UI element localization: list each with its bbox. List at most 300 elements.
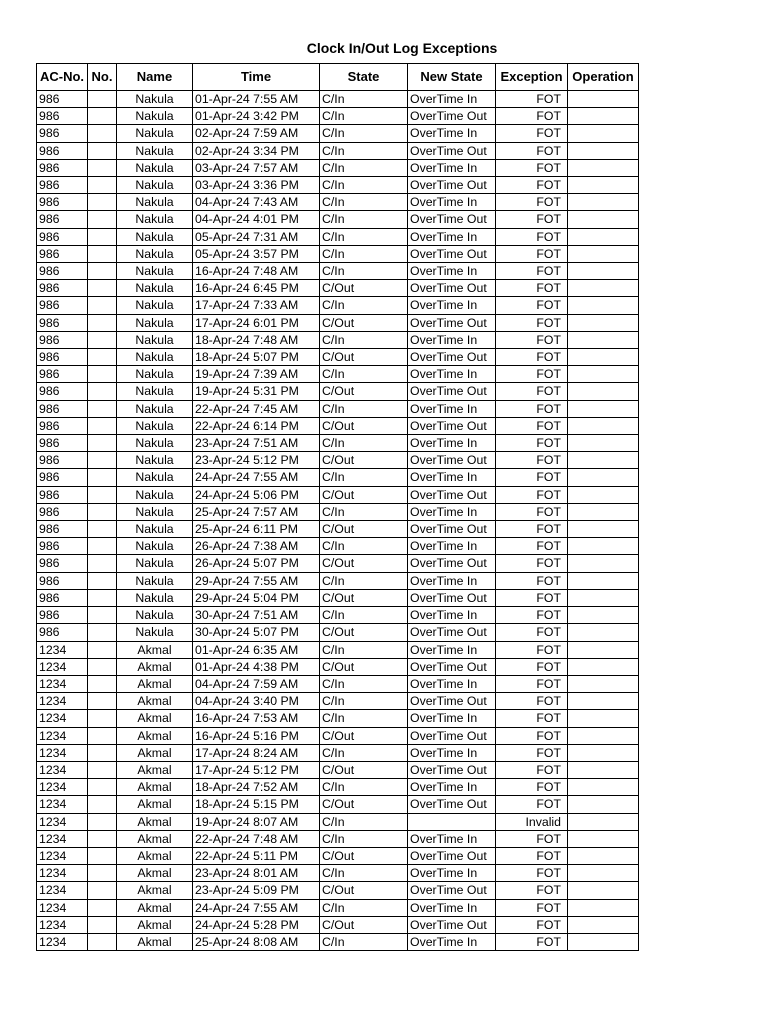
cell-new-state: OverTime In (408, 194, 496, 211)
cell-name: Nakula (117, 125, 193, 142)
cell-ac-no: 986 (37, 607, 88, 624)
cell-operation (568, 555, 639, 572)
cell-ac-no: 1234 (37, 675, 88, 692)
table-row (37, 108, 639, 125)
cell-operation (568, 796, 639, 813)
cell-time: 18-Apr-24 5:15 PM (193, 796, 320, 813)
table-row (37, 641, 639, 658)
cell-state: C/In (320, 435, 408, 452)
cell-state: C/In (320, 641, 408, 658)
cell-no (88, 796, 117, 813)
cell-new-state: OverTime Out (408, 452, 496, 469)
cell-no (88, 211, 117, 228)
table-row (37, 383, 639, 400)
cell-new-state: OverTime Out (408, 108, 496, 125)
log-table (36, 63, 639, 951)
cell-exception: FOT (496, 847, 568, 864)
cell-name: Akmal (117, 882, 193, 899)
cell-name: Akmal (117, 865, 193, 882)
cell-no (88, 349, 117, 366)
cell-name: Nakula (117, 297, 193, 314)
cell-new-state: OverTime In (408, 297, 496, 314)
cell-ac-no: 986 (37, 521, 88, 538)
cell-name: Nakula (117, 280, 193, 297)
cell-state: C/Out (320, 916, 408, 933)
cell-state: C/In (320, 108, 408, 125)
cell-exception: FOT (496, 555, 568, 572)
cell-time: 04-Apr-24 7:59 AM (193, 675, 320, 692)
cell-state: C/Out (320, 589, 408, 606)
cell-exception: FOT (496, 710, 568, 727)
cell-state: C/In (320, 830, 408, 847)
table-row (37, 830, 639, 847)
cell-exception: FOT (496, 366, 568, 383)
log-table-body (37, 91, 639, 951)
cell-no (88, 435, 117, 452)
cell-state: C/In (320, 331, 408, 348)
cell-operation (568, 744, 639, 761)
cell-no (88, 658, 117, 675)
cell-ac-no: 986 (37, 125, 88, 142)
cell-no (88, 245, 117, 262)
cell-name: Nakula (117, 91, 193, 108)
cell-name: Akmal (117, 899, 193, 916)
table-row (37, 142, 639, 159)
cell-ac-no: 986 (37, 245, 88, 262)
cell-no (88, 693, 117, 710)
cell-time: 29-Apr-24 5:04 PM (193, 589, 320, 606)
cell-operation (568, 263, 639, 280)
table-row (37, 417, 639, 434)
cell-new-state: OverTime In (408, 228, 496, 245)
cell-name: Akmal (117, 761, 193, 778)
cell-ac-no: 1234 (37, 693, 88, 710)
cell-state: C/In (320, 245, 408, 262)
cell-ac-no: 986 (37, 383, 88, 400)
header-state: State (320, 64, 408, 91)
cell-time: 25-Apr-24 7:57 AM (193, 503, 320, 520)
cell-ac-no: 986 (37, 314, 88, 331)
cell-time: 18-Apr-24 7:48 AM (193, 331, 320, 348)
cell-ac-no: 986 (37, 211, 88, 228)
cell-operation (568, 297, 639, 314)
cell-name: Nakula (117, 538, 193, 555)
cell-state: C/In (320, 142, 408, 159)
cell-no (88, 761, 117, 778)
cell-time: 16-Apr-24 5:16 PM (193, 727, 320, 744)
cell-name: Akmal (117, 658, 193, 675)
cell-time: 22-Apr-24 7:48 AM (193, 830, 320, 847)
cell-new-state: OverTime Out (408, 624, 496, 641)
cell-operation (568, 280, 639, 297)
cell-exception: FOT (496, 331, 568, 348)
cell-operation (568, 400, 639, 417)
cell-new-state: OverTime In (408, 744, 496, 761)
cell-no (88, 916, 117, 933)
cell-exception: FOT (496, 263, 568, 280)
cell-ac-no: 1234 (37, 830, 88, 847)
cell-state: C/In (320, 933, 408, 950)
cell-ac-no: 1234 (37, 727, 88, 744)
cell-new-state: OverTime Out (408, 727, 496, 744)
table-row (37, 297, 639, 314)
cell-new-state: OverTime In (408, 675, 496, 692)
table-row (37, 693, 639, 710)
cell-time: 26-Apr-24 7:38 AM (193, 538, 320, 555)
cell-name: Nakula (117, 521, 193, 538)
cell-operation (568, 899, 639, 916)
table-row (37, 675, 639, 692)
table-row (37, 865, 639, 882)
cell-ac-no: 986 (37, 91, 88, 108)
cell-new-state: OverTime In (408, 435, 496, 452)
cell-no (88, 263, 117, 280)
cell-name: Nakula (117, 400, 193, 417)
table-row (37, 847, 639, 864)
cell-state: C/In (320, 538, 408, 555)
cell-operation (568, 521, 639, 538)
cell-time: 03-Apr-24 7:57 AM (193, 159, 320, 176)
cell-state: C/Out (320, 314, 408, 331)
cell-no (88, 383, 117, 400)
cell-operation (568, 589, 639, 606)
cell-name: Akmal (117, 693, 193, 710)
cell-exception: FOT (496, 245, 568, 262)
cell-name: Nakula (117, 555, 193, 572)
header-operation: Operation (568, 64, 639, 91)
cell-state: C/Out (320, 383, 408, 400)
table-row (37, 933, 639, 950)
cell-new-state: OverTime In (408, 263, 496, 280)
cell-time: 23-Apr-24 5:09 PM (193, 882, 320, 899)
cell-new-state: OverTime Out (408, 658, 496, 675)
cell-time: 17-Apr-24 5:12 PM (193, 761, 320, 778)
cell-name: Akmal (117, 710, 193, 727)
cell-no (88, 125, 117, 142)
cell-operation (568, 125, 639, 142)
cell-new-state: OverTime Out (408, 417, 496, 434)
cell-exception: FOT (496, 400, 568, 417)
cell-operation (568, 607, 639, 624)
cell-no (88, 366, 117, 383)
cell-exception: FOT (496, 177, 568, 194)
cell-time: 17-Apr-24 7:33 AM (193, 297, 320, 314)
table-row (37, 607, 639, 624)
cell-new-state: OverTime In (408, 366, 496, 383)
cell-exception: FOT (496, 314, 568, 331)
cell-state: C/In (320, 366, 408, 383)
cell-state: C/Out (320, 727, 408, 744)
cell-name: Akmal (117, 796, 193, 813)
cell-operation (568, 435, 639, 452)
cell-operation (568, 813, 639, 830)
cell-name: Akmal (117, 727, 193, 744)
cell-time: 05-Apr-24 3:57 PM (193, 245, 320, 262)
table-row (37, 469, 639, 486)
header-time: Time (193, 64, 320, 91)
cell-ac-no: 1234 (37, 761, 88, 778)
cell-ac-no: 986 (37, 589, 88, 606)
cell-new-state: OverTime In (408, 933, 496, 950)
cell-state: C/Out (320, 761, 408, 778)
cell-no (88, 899, 117, 916)
cell-operation (568, 847, 639, 864)
cell-state: C/In (320, 177, 408, 194)
cell-exception: FOT (496, 796, 568, 813)
cell-ac-no: 986 (37, 228, 88, 245)
cell-name: Nakula (117, 486, 193, 503)
cell-operation (568, 469, 639, 486)
cell-state: C/In (320, 865, 408, 882)
cell-ac-no: 1234 (37, 899, 88, 916)
cell-no (88, 813, 117, 830)
cell-new-state: OverTime In (408, 641, 496, 658)
table-row (37, 521, 639, 538)
cell-no (88, 142, 117, 159)
cell-operation (568, 727, 639, 744)
cell-ac-no: 1234 (37, 779, 88, 796)
cell-operation (568, 349, 639, 366)
cell-operation (568, 675, 639, 692)
cell-ac-no: 1234 (37, 933, 88, 950)
table-row (37, 486, 639, 503)
cell-new-state: OverTime Out (408, 847, 496, 864)
cell-ac-no: 986 (37, 503, 88, 520)
cell-state: C/In (320, 297, 408, 314)
cell-time: 24-Apr-24 7:55 AM (193, 469, 320, 486)
cell-operation (568, 865, 639, 882)
cell-name: Akmal (117, 830, 193, 847)
cell-name: Akmal (117, 933, 193, 950)
cell-name: Nakula (117, 349, 193, 366)
table-row (37, 177, 639, 194)
cell-ac-no: 986 (37, 331, 88, 348)
cell-new-state: OverTime Out (408, 280, 496, 297)
table-row (37, 263, 639, 280)
header-row (37, 64, 639, 91)
cell-no (88, 91, 117, 108)
cell-ac-no: 986 (37, 400, 88, 417)
cell-ac-no: 986 (37, 108, 88, 125)
cell-new-state: OverTime In (408, 899, 496, 916)
cell-state: C/Out (320, 349, 408, 366)
table-row (37, 572, 639, 589)
cell-operation (568, 779, 639, 796)
cell-no (88, 228, 117, 245)
cell-operation (568, 830, 639, 847)
cell-operation (568, 383, 639, 400)
cell-new-state: OverTime Out (408, 177, 496, 194)
cell-exception: FOT (496, 865, 568, 882)
cell-new-state: OverTime Out (408, 486, 496, 503)
cell-new-state: OverTime In (408, 400, 496, 417)
cell-exception: FOT (496, 641, 568, 658)
cell-exception: FOT (496, 159, 568, 176)
cell-time: 02-Apr-24 7:59 AM (193, 125, 320, 142)
cell-time: 17-Apr-24 6:01 PM (193, 314, 320, 331)
table-row (37, 710, 639, 727)
table-row (37, 400, 639, 417)
table-row (37, 899, 639, 916)
cell-no (88, 469, 117, 486)
cell-exception: FOT (496, 589, 568, 606)
cell-operation (568, 366, 639, 383)
cell-exception: FOT (496, 349, 568, 366)
cell-operation (568, 486, 639, 503)
cell-exception: FOT (496, 727, 568, 744)
cell-operation (568, 624, 639, 641)
cell-ac-no: 986 (37, 366, 88, 383)
cell-state: C/In (320, 572, 408, 589)
cell-no (88, 280, 117, 297)
cell-time: 24-Apr-24 7:55 AM (193, 899, 320, 916)
cell-state: C/In (320, 744, 408, 761)
cell-no (88, 331, 117, 348)
cell-name: Nakula (117, 607, 193, 624)
cell-operation (568, 658, 639, 675)
cell-new-state: OverTime In (408, 710, 496, 727)
cell-time: 16-Apr-24 6:45 PM (193, 280, 320, 297)
cell-name: Nakula (117, 572, 193, 589)
cell-time: 25-Apr-24 6:11 PM (193, 521, 320, 538)
cell-no (88, 417, 117, 434)
cell-name: Nakula (117, 469, 193, 486)
cell-new-state: OverTime Out (408, 589, 496, 606)
cell-ac-no: 986 (37, 572, 88, 589)
cell-ac-no: 986 (37, 194, 88, 211)
cell-state: C/In (320, 125, 408, 142)
cell-exception: FOT (496, 744, 568, 761)
cell-new-state: OverTime Out (408, 882, 496, 899)
cell-new-state: OverTime Out (408, 761, 496, 778)
table-row (37, 435, 639, 452)
header-exception: Exception (496, 64, 568, 91)
cell-new-state: OverTime In (408, 331, 496, 348)
cell-state: C/In (320, 607, 408, 624)
cell-ac-no: 986 (37, 349, 88, 366)
cell-exception: FOT (496, 435, 568, 452)
cell-ac-no: 986 (37, 624, 88, 641)
table-row (37, 194, 639, 211)
cell-time: 17-Apr-24 8:24 AM (193, 744, 320, 761)
cell-no (88, 933, 117, 950)
cell-exception: FOT (496, 830, 568, 847)
cell-state: C/In (320, 779, 408, 796)
cell-new-state (408, 813, 496, 830)
table-row (37, 555, 639, 572)
cell-ac-no: 986 (37, 452, 88, 469)
cell-exception: FOT (496, 280, 568, 297)
cell-time: 24-Apr-24 5:28 PM (193, 916, 320, 933)
cell-operation (568, 177, 639, 194)
cell-name: Akmal (117, 847, 193, 864)
cell-name: Nakula (117, 589, 193, 606)
cell-ac-no: 986 (37, 280, 88, 297)
cell-operation (568, 228, 639, 245)
cell-time: 16-Apr-24 7:53 AM (193, 710, 320, 727)
cell-new-state: OverTime Out (408, 796, 496, 813)
cell-time: 19-Apr-24 5:31 PM (193, 383, 320, 400)
cell-state: C/In (320, 813, 408, 830)
cell-no (88, 641, 117, 658)
cell-operation (568, 538, 639, 555)
cell-new-state: OverTime In (408, 572, 496, 589)
cell-no (88, 847, 117, 864)
cell-exception: FOT (496, 417, 568, 434)
cell-exception: FOT (496, 521, 568, 538)
cell-ac-no: 1234 (37, 813, 88, 830)
cell-exception: FOT (496, 675, 568, 692)
table-row (37, 452, 639, 469)
cell-exception: FOT (496, 916, 568, 933)
cell-new-state: OverTime Out (408, 349, 496, 366)
cell-operation (568, 194, 639, 211)
cell-new-state: OverTime In (408, 469, 496, 486)
cell-state: C/Out (320, 452, 408, 469)
table-row (37, 727, 639, 744)
cell-exception: FOT (496, 882, 568, 899)
cell-time: 05-Apr-24 7:31 AM (193, 228, 320, 245)
cell-exception: FOT (496, 779, 568, 796)
cell-new-state: OverTime Out (408, 693, 496, 710)
cell-operation (568, 331, 639, 348)
table-row (37, 228, 639, 245)
cell-ac-no: 1234 (37, 710, 88, 727)
cell-state: C/In (320, 91, 408, 108)
cell-state: C/Out (320, 521, 408, 538)
cell-new-state: OverTime In (408, 91, 496, 108)
table-row (37, 761, 639, 778)
table-row (37, 882, 639, 899)
cell-state: C/In (320, 503, 408, 520)
cell-ac-no: 986 (37, 538, 88, 555)
cell-ac-no: 986 (37, 177, 88, 194)
cell-exception: FOT (496, 228, 568, 245)
table-row (37, 280, 639, 297)
cell-ac-no: 986 (37, 159, 88, 176)
cell-name: Akmal (117, 675, 193, 692)
cell-operation (568, 641, 639, 658)
cell-state: C/In (320, 675, 408, 692)
cell-no (88, 194, 117, 211)
table-row (37, 503, 639, 520)
cell-ac-no: 1234 (37, 658, 88, 675)
cell-time: 01-Apr-24 4:38 PM (193, 658, 320, 675)
table-row (37, 658, 639, 675)
cell-new-state: OverTime In (408, 503, 496, 520)
cell-no (88, 555, 117, 572)
cell-name: Nakula (117, 177, 193, 194)
cell-operation (568, 91, 639, 108)
cell-operation (568, 314, 639, 331)
cell-name: Nakula (117, 417, 193, 434)
cell-time: 24-Apr-24 5:06 PM (193, 486, 320, 503)
cell-new-state: OverTime In (408, 538, 496, 555)
cell-state: C/Out (320, 486, 408, 503)
cell-new-state: OverTime Out (408, 383, 496, 400)
cell-state: C/In (320, 469, 408, 486)
cell-new-state: OverTime In (408, 159, 496, 176)
cell-no (88, 589, 117, 606)
cell-state: C/In (320, 710, 408, 727)
cell-time: 03-Apr-24 3:36 PM (193, 177, 320, 194)
cell-new-state: OverTime In (408, 125, 496, 142)
cell-new-state: OverTime Out (408, 314, 496, 331)
cell-operation (568, 710, 639, 727)
cell-ac-no: 1234 (37, 847, 88, 864)
cell-no (88, 503, 117, 520)
cell-time: 18-Apr-24 5:07 PM (193, 349, 320, 366)
